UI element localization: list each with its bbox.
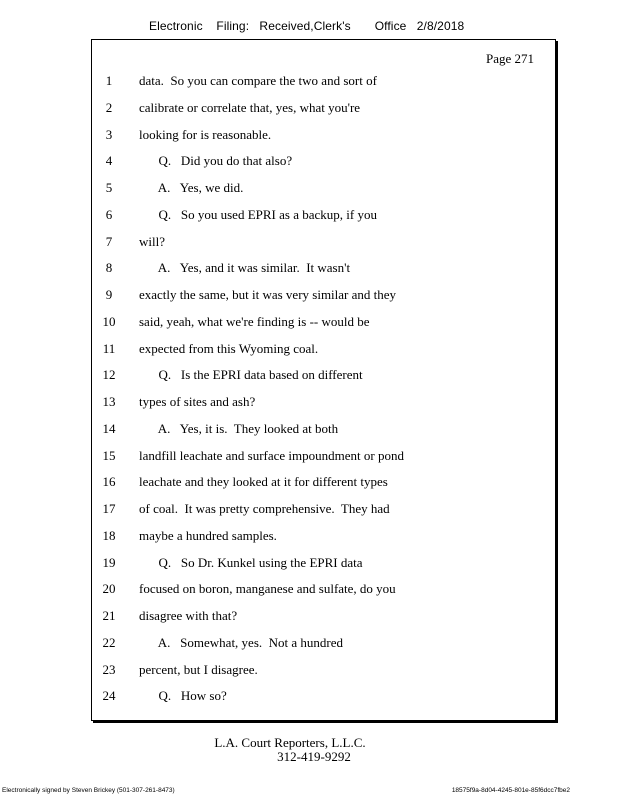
electronic-signature: Electronically signed by Steven Brickey (501-307-261-8473) (2, 787, 175, 794)
document-hash: 18575f9a-8d04-4245-801e-85f6dcc7fbe2 (451, 787, 570, 794)
line-number: 10 (102, 313, 116, 329)
court-reporter-firm: L.A. Court Reporters, L.L.C. (214, 735, 366, 750)
line-text: landfill leachate and surface impoundment or pond (139, 447, 404, 463)
line-text: Q. How so? (139, 688, 227, 704)
transcript-line (92, 180, 555, 207)
transcript-lines (92, 73, 555, 715)
transcript-line (92, 662, 555, 689)
transcript-line (92, 581, 555, 608)
line-text: focused on boron, manganese and sulfate, do you (139, 581, 396, 597)
line-text: A. Somewhat, yes. Not a hundred (139, 634, 344, 650)
line-number: 13 (102, 394, 116, 409)
line-text: of coal. It was pretty comprehensive. They had (139, 501, 390, 516)
transcript-line (92, 100, 555, 127)
line-number: 19 (102, 554, 116, 570)
line-text: looking for is reasonable. (139, 126, 272, 142)
line-number: 5 (105, 180, 113, 195)
line-text: Q. Did you do that also? (139, 153, 293, 169)
transcript-line (92, 153, 555, 180)
line-number: 6 (105, 206, 113, 222)
transcript-page (91, 39, 556, 721)
line-text: maybe a hundred samples. (139, 527, 277, 543)
line-number: 4 (105, 153, 113, 169)
line-number: 3 (105, 126, 113, 142)
line-text: Q. So you used EPRI as a backup, if you (139, 206, 377, 222)
transcript-line (92, 207, 555, 234)
transcript-line (92, 528, 555, 555)
line-text: said, yeah, what we're finding is -- would be (139, 313, 370, 329)
line-number: 20 (102, 581, 116, 597)
line-number: 22 (102, 634, 116, 650)
transcript-line (92, 555, 555, 582)
transcript-line (92, 501, 555, 528)
line-text: data. So you can compare the two and sort of (139, 73, 377, 88)
line-text: will? (139, 233, 165, 249)
line-text: A. Yes, we did. (139, 180, 244, 195)
line-number: 1 (105, 73, 113, 88)
transcript-line (92, 474, 555, 501)
line-text: exactly the same, but it was very similar and they (139, 287, 397, 302)
transcript-line (92, 394, 555, 421)
page-number: Page 271 (485, 51, 534, 66)
line-number: 21 (102, 608, 116, 623)
line-number: 18 (102, 527, 116, 543)
line-number: 23 (102, 661, 116, 677)
line-text: types of sites and ash? (139, 394, 256, 409)
line-number: 12 (102, 367, 116, 383)
transcript-line (92, 688, 555, 715)
line-number: 9 (105, 287, 113, 302)
line-text: leachate and they looked at it for different types (139, 474, 388, 490)
transcript-line (92, 260, 555, 287)
line-text: Q. Is the EPRI data based on different (139, 367, 363, 383)
line-text: Q. So Dr. Kunkel using the EPRI data (139, 554, 363, 570)
transcript-line (92, 367, 555, 394)
transcript-line (92, 127, 555, 154)
line-number: 16 (102, 474, 116, 490)
line-number: 24 (102, 688, 116, 704)
line-text: disagree with that? (139, 608, 238, 623)
filing-stamp-header: Electronic Filing: Received,Clerk's Office 2/8/2018 (149, 19, 465, 33)
transcript-line (92, 448, 555, 475)
line-number: 8 (105, 260, 113, 276)
line-number: 14 (102, 420, 116, 436)
line-number: 11 (102, 340, 116, 356)
transcript-line (92, 73, 555, 100)
line-text: expected from this Wyoming coal. (139, 340, 319, 356)
line-number: 17 (102, 501, 116, 516)
line-number: 2 (105, 99, 113, 115)
line-text: calibrate or correlate that, yes, what you're (139, 99, 361, 115)
transcript-line (92, 314, 555, 341)
line-text: A. Yes, and it was similar. It wasn't (139, 260, 351, 276)
transcript-line (92, 635, 555, 662)
transcript-line (92, 234, 555, 261)
line-number: 7 (105, 233, 113, 249)
line-number: 15 (102, 447, 116, 463)
court-reporter-phone: 312-419-9292 (277, 749, 351, 764)
transcript-line (92, 421, 555, 448)
line-text: A. Yes, it is. They looked at both (139, 420, 339, 436)
transcript-line (92, 608, 555, 635)
transcript-line (92, 341, 555, 368)
line-text: percent, but I disagree. (139, 661, 258, 677)
transcript-line (92, 287, 555, 314)
